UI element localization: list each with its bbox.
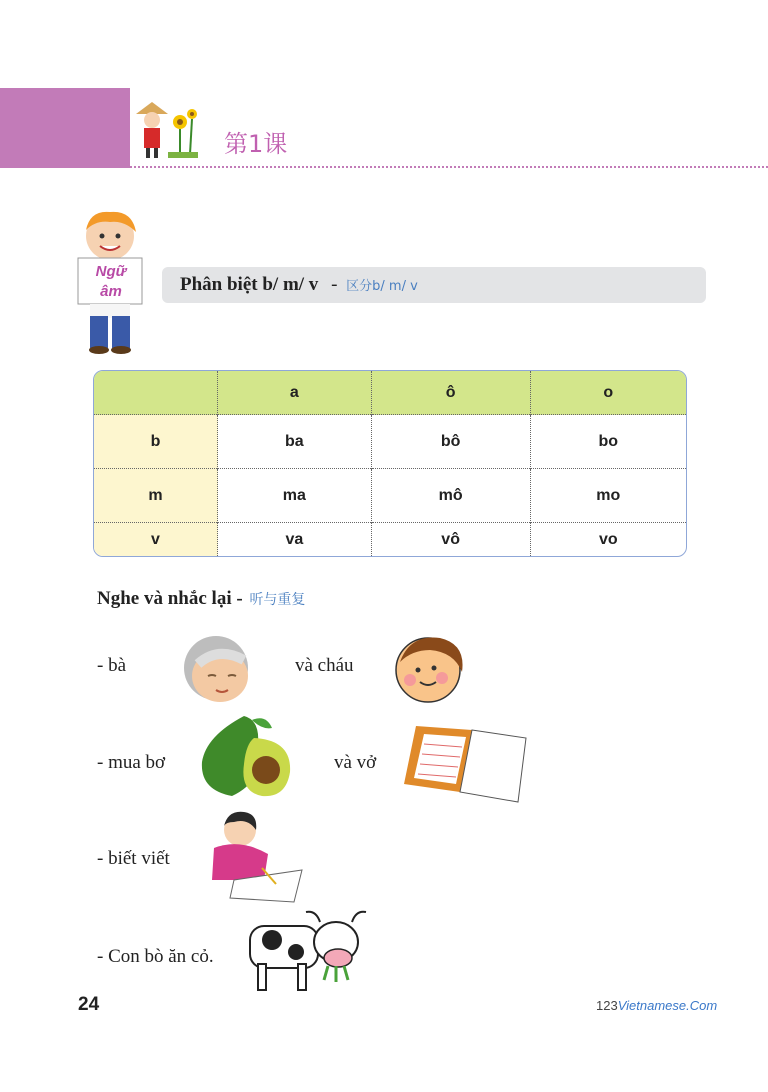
section-subtitle-cn: 区分b/ m/ v — [346, 279, 418, 294]
table-cell: mô — [371, 469, 530, 523]
word-can-write: - biết viết — [97, 848, 170, 869]
table-cell: mo — [530, 469, 686, 523]
table-cell: vô — [371, 523, 530, 557]
grandmother-face-icon — [178, 630, 256, 704]
table-cell: bô — [371, 415, 530, 469]
exercise-title-cn: 听与重复 — [249, 592, 306, 608]
row-label-cell: v — [94, 523, 218, 557]
word-grandmother: - bà — [97, 655, 127, 676]
table-header-cell: a — [218, 371, 372, 415]
exercise-heading — [97, 588, 305, 610]
word-buy-avocado: - mua bơ — [97, 752, 166, 773]
section-heading — [180, 274, 418, 296]
table-row — [94, 523, 686, 557]
table-cell: vo — [530, 523, 686, 557]
row-label-cell: b — [94, 415, 218, 469]
table-row — [94, 415, 686, 469]
header-dotted-rule — [130, 166, 768, 168]
word-notebook: và vở — [334, 752, 377, 773]
badge-line-2: âm — [100, 283, 122, 300]
child-face-icon — [390, 632, 470, 704]
avocado-icon — [196, 710, 296, 800]
table-cell: ba — [218, 415, 372, 469]
section-title: Phân biệt b/ m/ v — [180, 274, 319, 295]
brand-main: Vietnamese — [617, 998, 687, 1013]
notebook-icon — [402, 722, 528, 804]
table-header-row — [94, 371, 686, 415]
word-cow-eats-grass: - Con bò ăn cỏ. — [97, 946, 214, 967]
exercise-title: Nghe và nhắc lại - — [97, 588, 243, 609]
section-separator: - — [331, 274, 338, 295]
girl-writing-icon — [204, 808, 306, 904]
phonics-table — [93, 370, 687, 557]
lesson-title: 第1课 — [224, 130, 288, 158]
badge-line-1: Ngữ — [95, 263, 127, 280]
cow-icon — [244, 902, 368, 996]
table-cell: ma — [218, 469, 372, 523]
row-label-cell: m — [94, 469, 218, 523]
table-header-cell: ô — [371, 371, 530, 415]
brand-logo — [596, 998, 717, 1013]
girl-with-flowers-icon — [132, 100, 202, 164]
phonetics-badge — [80, 262, 142, 302]
header-band — [0, 88, 130, 168]
page-number: 24 — [78, 994, 100, 1015]
table-header-cell — [94, 371, 218, 415]
word-grandchild: và cháu — [295, 655, 354, 676]
brand-suffix: .Com — [686, 998, 718, 1013]
table-cell: bo — [530, 415, 686, 469]
brand-prefix: 123 — [596, 998, 618, 1013]
table-row — [94, 469, 686, 523]
table-cell: va — [218, 523, 372, 557]
table-header-cell: o — [530, 371, 686, 415]
